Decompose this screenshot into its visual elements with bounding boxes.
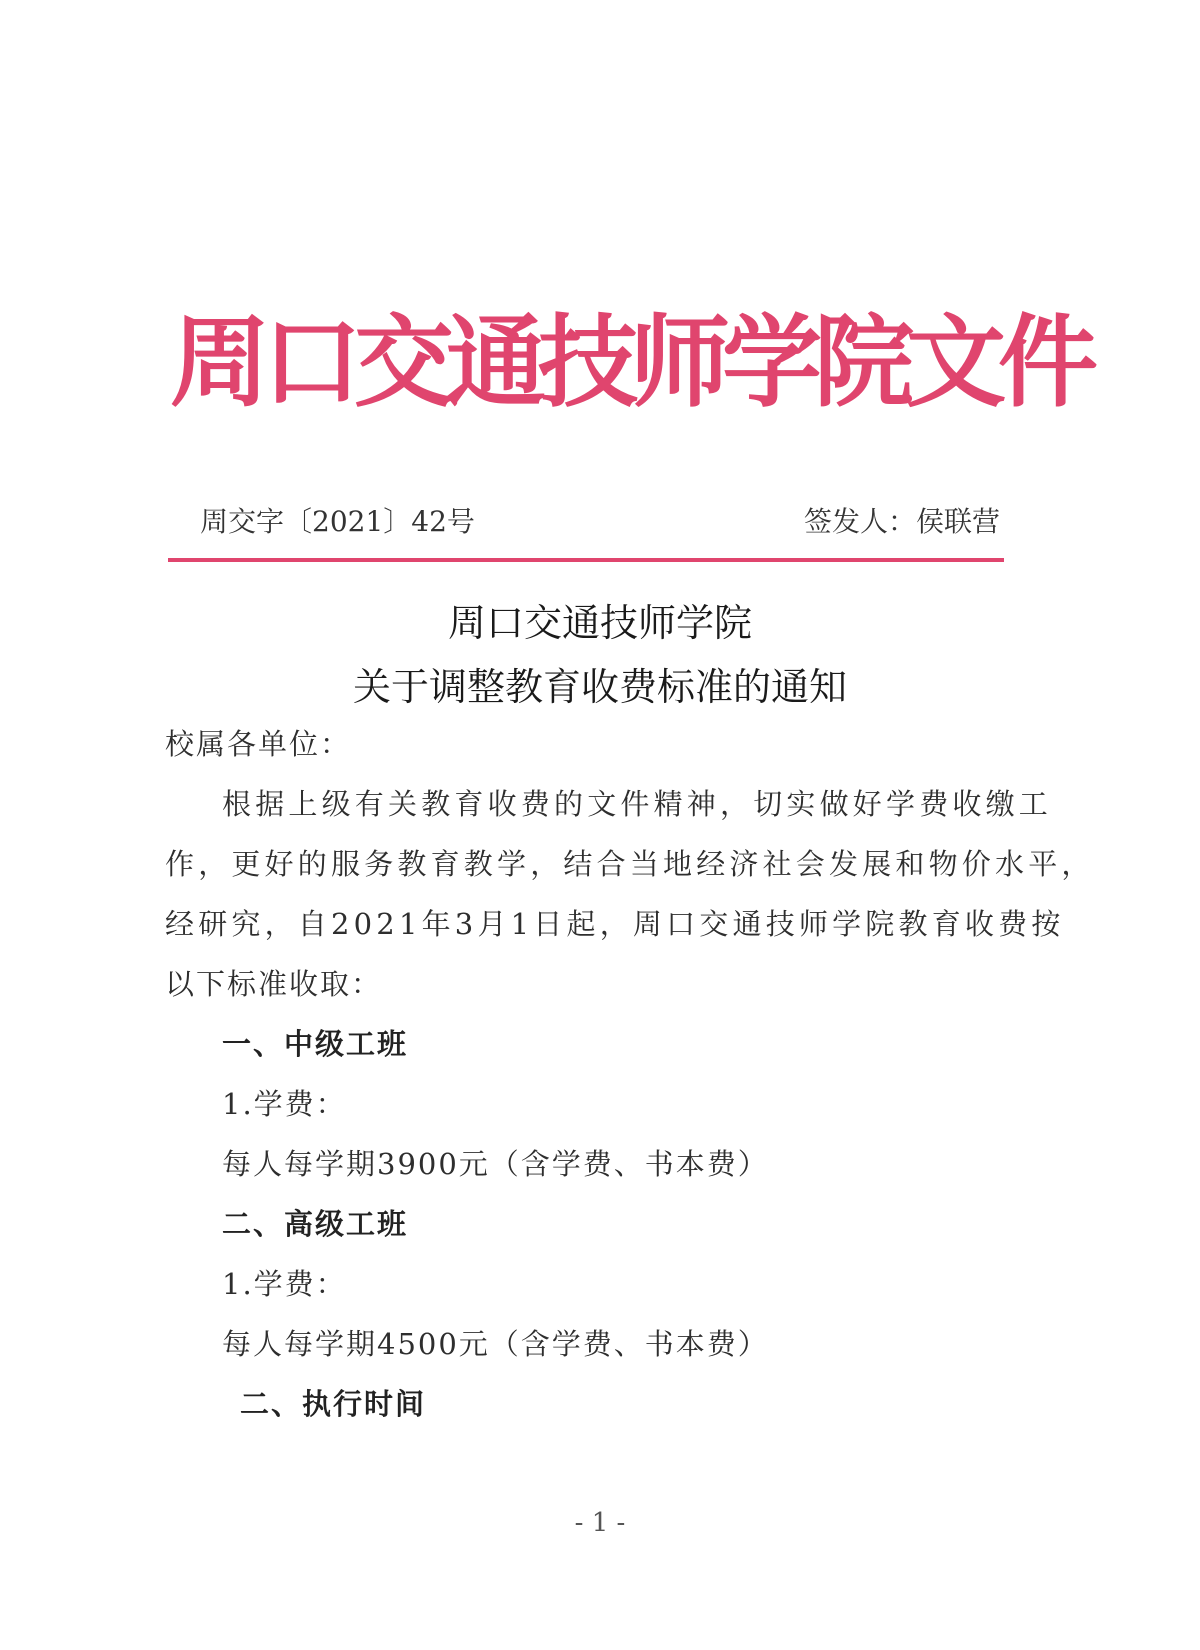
section-heading: 二、高级工班 [222, 1207, 409, 1241]
notice-title-line-1: 周口交通技师学院 [447, 601, 752, 645]
fee-detail: 每人每学期3900元（含学费、书本费） [222, 1147, 769, 1181]
paragraph-line: 以下标准收取： [165, 967, 383, 1001]
document-masthead: 周口交通技师学院文件 [170, 303, 1090, 421]
section-heading: 二、执行时间 [240, 1387, 427, 1421]
section-subheading: 1.学费： [222, 1267, 347, 1301]
red-divider-line [168, 558, 1004, 562]
paragraph-line: 经研究，自2021年3月1日起，周口交通技师学院教育收费按 [165, 907, 1065, 941]
salutation: 校属各单位： [165, 727, 352, 761]
section-heading: 一、中级工班 [222, 1027, 409, 1061]
document-number: 周交字〔2021〕42号 [200, 505, 475, 538]
section-subheading: 1.学费： [222, 1087, 347, 1121]
paragraph-line: 根据上级有关教育收费的文件精神，切实做好学费收缴工 [222, 787, 1053, 821]
signer: 签发人：侯联营 [803, 505, 1000, 538]
page-number: - 1 - [574, 1508, 626, 1538]
fee-detail: 每人每学期4500元（含学费、书本费） [222, 1327, 769, 1361]
notice-title-line-2: 关于调整教育收费标准的通知 [352, 665, 847, 709]
paragraph-line: 作，更好的服务教育教学，结合当地经济社会发展和物价水平， [165, 847, 1095, 881]
